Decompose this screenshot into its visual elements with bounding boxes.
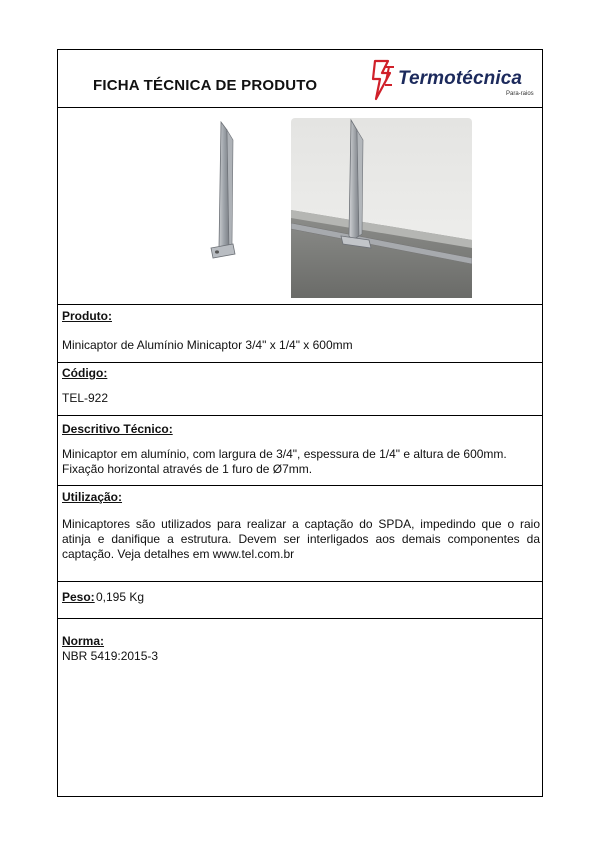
- codigo-label: Código:: [62, 366, 108, 380]
- section-divider: [58, 362, 542, 363]
- product-photo-isolated: [203, 120, 243, 280]
- section-divider: [58, 415, 542, 416]
- logo-tagline: Para-raios: [506, 91, 534, 97]
- utilizacao-label: Utilização:: [62, 490, 123, 504]
- produto-value: Minicaptor de Alumínio Minicaptor 3/4" x 1/4" x 600mm: [62, 338, 353, 352]
- section-divider: [58, 618, 542, 619]
- peso-label: [62, 590, 95, 604]
- produto-label: Produto:: [62, 309, 112, 323]
- norma-label: Norma:: [62, 634, 105, 648]
- page-title: FICHA TÉCNICA DE PRODUTO: [93, 77, 318, 94]
- lightning-logo-icon: [370, 59, 400, 101]
- descritivo-line-1: Minicaptor em alumínio, com largura de 3/4", espessura de 1/4" e altura de 600mm.: [62, 447, 507, 461]
- logo-wordmark: Termotécnica: [398, 68, 523, 89]
- peso-label-text: Peso:: [62, 590, 95, 604]
- codigo-value: TEL-922: [62, 391, 109, 405]
- termotecnica-logo: [370, 59, 540, 101]
- peso-value: 0,195 Kg: [96, 590, 145, 604]
- descritivo-line-2: Fixação horizontal através de 1 furo de Ø7mm.: [62, 462, 313, 476]
- datasheet-header: [58, 50, 542, 108]
- section-divider: [58, 485, 542, 486]
- datasheet-frame: [57, 49, 543, 797]
- norma-value: NBR 5419:2015-3: [62, 649, 159, 663]
- utilizacao-value: Minicaptores são utilizados para realizar a captação do SPDA, impedindo que o raio atinja e danifique a estrutura. Devem ser interligados aos demais componentes da captação. Veja detalhes em www.tel.com.br: [62, 517, 540, 561]
- section-divider: [58, 304, 542, 305]
- descritivo-label: Descritivo Técnico:: [62, 422, 173, 436]
- product-photo-installed: [291, 118, 472, 298]
- product-images: [58, 108, 542, 304]
- section-divider: [58, 581, 542, 582]
